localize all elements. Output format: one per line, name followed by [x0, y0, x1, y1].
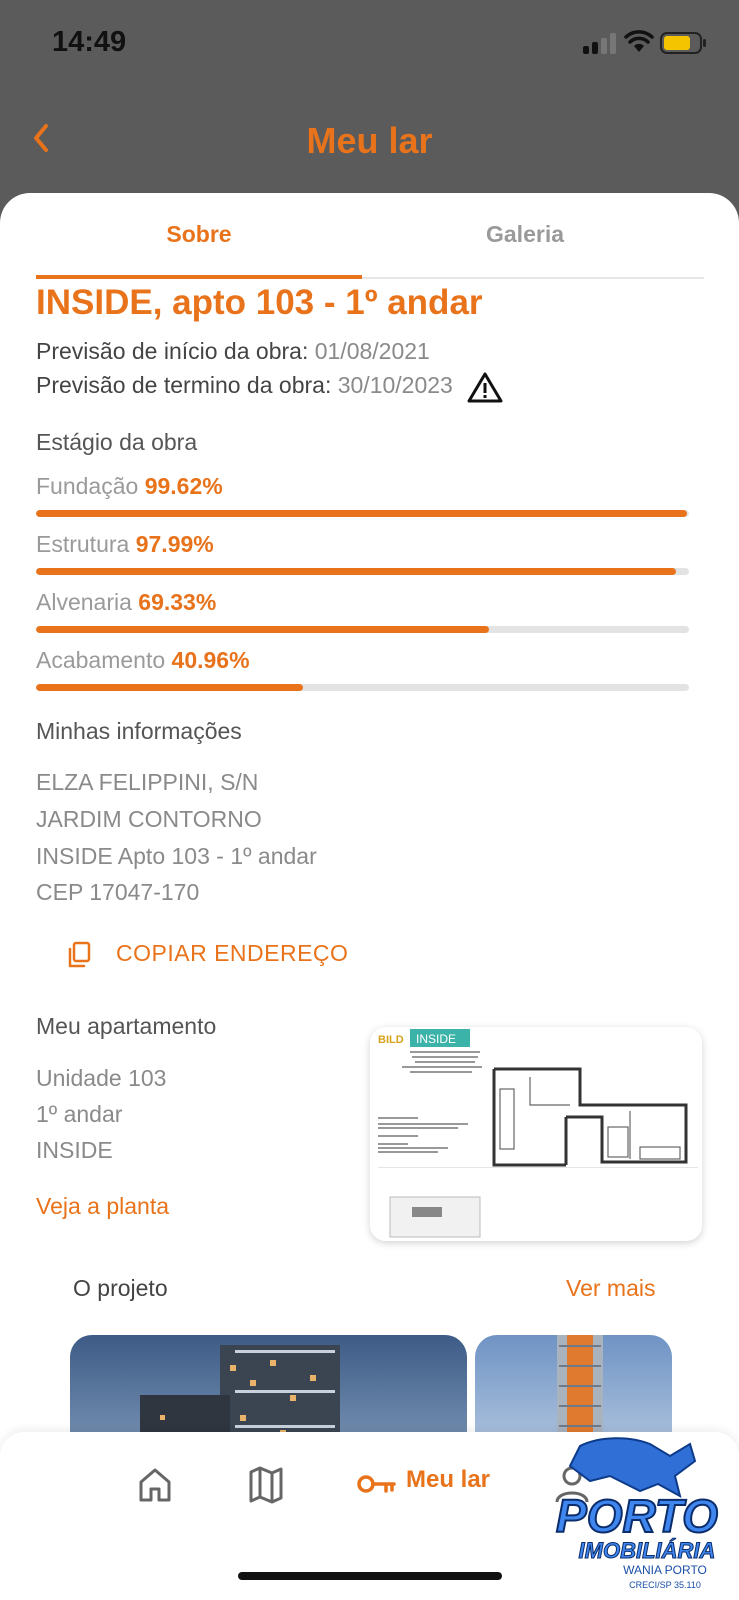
- see-more-link[interactable]: Ver mais: [566, 1275, 656, 1301]
- address-line: CEP 17047-170: [36, 879, 200, 905]
- stage-name: Alvenaria: [36, 589, 132, 615]
- stage-name: Acabamento: [36, 647, 166, 673]
- page-title: Meu lar: [306, 120, 433, 161]
- stage-percent: 99.62%: [144, 473, 223, 499]
- watermark-line2: IMOBILIÁRIA: [578, 1538, 716, 1563]
- key-icon: [356, 1464, 398, 1504]
- end-date-row: [36, 371, 503, 403]
- tab-sobre[interactable]: Sobre: [166, 221, 232, 247]
- stage-label-fundacao: [36, 473, 223, 500]
- stage-label-acabamento: [36, 647, 250, 674]
- copy-address-label: COPIAR ENDEREÇO: [116, 940, 349, 966]
- progress-bar-acabamento: [36, 684, 689, 691]
- cellular-signal-icon: [583, 32, 619, 54]
- plan-brand: BILD: [378, 1034, 404, 1046]
- progress-fill: [36, 510, 687, 517]
- apartment-line: Unidade 103: [36, 1065, 167, 1091]
- address-line: ELZA FELIPPINI, S/N: [36, 769, 259, 795]
- start-date-value: 01/08/2021: [314, 338, 430, 364]
- progress-bar-alvenaria: [36, 626, 689, 633]
- content-card: [0, 193, 739, 1600]
- start-date-label: Previsão de início da obra:: [36, 338, 309, 364]
- progress-fill: [36, 568, 676, 575]
- apartment-line: 1º andar: [36, 1101, 123, 1127]
- plan-name: INSIDE: [416, 1032, 457, 1046]
- watermark-line3: WANIA PORTO: [623, 1563, 707, 1577]
- end-date-label: Previsão de termino da obra:: [36, 372, 332, 399]
- watermark-line1: PORTO: [556, 1490, 718, 1542]
- unit-title: INSIDE, apto 103 - 1º andar: [36, 283, 483, 322]
- stage-percent: 40.96%: [171, 647, 250, 673]
- nav-meu-lar-label: Meu lar: [406, 1466, 491, 1493]
- floorplan-image: [370, 1027, 702, 1241]
- my-apartment-heading: Meu apartamento: [36, 1013, 217, 1039]
- stage-percent: 97.99%: [135, 531, 214, 557]
- tab-galeria[interactable]: Galeria: [486, 221, 564, 247]
- stage-label-estrutura: [36, 531, 214, 558]
- status-time: 14:49: [52, 26, 127, 58]
- start-date-row: [36, 338, 430, 365]
- battery-icon: [660, 32, 708, 54]
- progress-fill: [36, 626, 489, 633]
- map-icon[interactable]: [248, 1464, 284, 1504]
- porto-imobiliaria-watermark-logo: [540, 1436, 735, 1594]
- nav-meu-lar[interactable]: [356, 1464, 506, 1504]
- watermark-line4: CRECI/SP 35.110: [629, 1580, 701, 1590]
- home-icon[interactable]: [137, 1464, 173, 1504]
- tab-bar: [36, 193, 704, 279]
- home-indicator: [238, 1572, 502, 1580]
- progress-fill: [36, 684, 303, 691]
- view-floorplan-link[interactable]: Veja a planta: [36, 1193, 170, 1219]
- app-header: [0, 100, 739, 180]
- address-line: INSIDE Apto 103 - 1º andar: [36, 843, 317, 869]
- stage-name: Estrutura: [36, 531, 130, 557]
- copy-icon: [66, 941, 92, 969]
- floorplan-thumbnail[interactable]: [370, 1027, 702, 1241]
- my-info-heading: Minhas informações: [36, 718, 242, 744]
- active-tab-indicator: [36, 275, 362, 279]
- wifi-icon: [624, 30, 654, 54]
- progress-bar-fundacao: [36, 510, 689, 517]
- project-heading: O projeto: [73, 1275, 168, 1301]
- end-date-value: 30/10/2023: [337, 372, 453, 399]
- stage-heading: Estágio da obra: [36, 429, 198, 455]
- apartment-line: INSIDE: [36, 1137, 113, 1163]
- address-line: JARDIM CONTORNO: [36, 806, 262, 832]
- warning-icon[interactable]: [467, 371, 503, 403]
- stage-name: Fundação: [36, 473, 139, 499]
- stage-percent: 69.33%: [138, 589, 217, 615]
- status-bar: [0, 0, 739, 90]
- progress-bar-estrutura: [36, 568, 689, 575]
- stage-label-alvenaria: [36, 589, 216, 616]
